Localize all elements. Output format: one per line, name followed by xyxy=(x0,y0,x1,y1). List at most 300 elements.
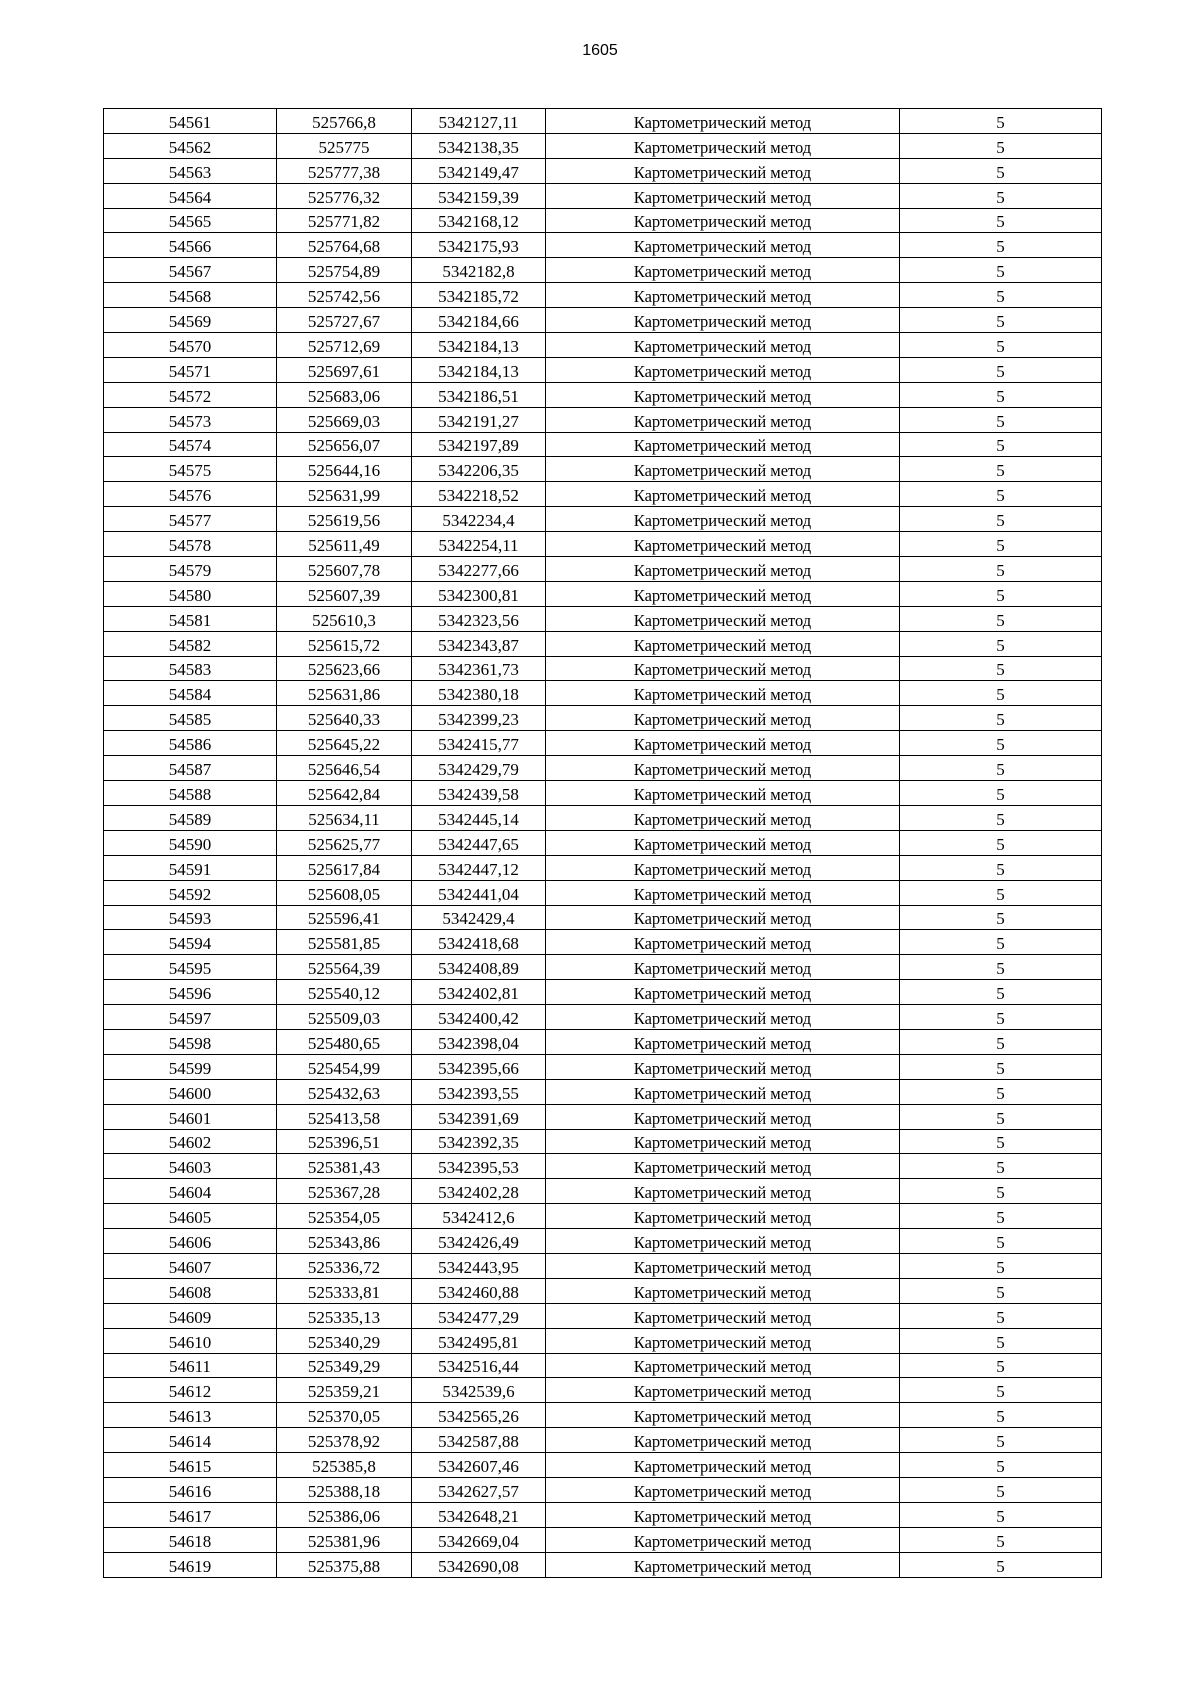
point-number-cell: 54610 xyxy=(104,1328,277,1353)
point-number-cell: 54588 xyxy=(104,781,277,806)
method-cell: Картометрический метод xyxy=(546,1453,900,1478)
method-cell: Картометрический метод xyxy=(546,158,900,183)
point-number-cell: 54600 xyxy=(104,1079,277,1104)
point-number-cell: 54587 xyxy=(104,756,277,781)
point-number-cell: 54583 xyxy=(104,656,277,681)
method-cell: Картометрический метод xyxy=(546,905,900,930)
accuracy-cell: 5 xyxy=(900,805,1102,830)
point-number-cell: 54606 xyxy=(104,1229,277,1254)
y-coordinate-cell: 5342149,47 xyxy=(412,158,546,183)
x-coordinate-cell: 525634,11 xyxy=(277,805,412,830)
table-row xyxy=(104,1179,1102,1204)
method-cell: Картометрический метод xyxy=(546,830,900,855)
point-number-cell: 54566 xyxy=(104,233,277,258)
y-coordinate-cell: 5342402,81 xyxy=(412,980,546,1005)
point-number-cell: 54585 xyxy=(104,706,277,731)
accuracy-cell: 5 xyxy=(900,681,1102,706)
point-number-cell: 54611 xyxy=(104,1353,277,1378)
accuracy-cell: 5 xyxy=(900,507,1102,532)
y-coordinate-cell: 5342168,12 xyxy=(412,208,546,233)
table-row xyxy=(104,382,1102,407)
y-coordinate-cell: 5342415,77 xyxy=(412,731,546,756)
accuracy-cell: 5 xyxy=(900,1054,1102,1079)
accuracy-cell: 5 xyxy=(900,133,1102,158)
y-coordinate-cell: 5342445,14 xyxy=(412,805,546,830)
x-coordinate-cell: 525388,18 xyxy=(277,1477,412,1502)
method-cell: Картометрический метод xyxy=(546,1229,900,1254)
x-coordinate-cell: 525349,29 xyxy=(277,1353,412,1378)
point-number-cell: 54581 xyxy=(104,606,277,631)
accuracy-cell: 5 xyxy=(900,357,1102,382)
point-number-cell: 54619 xyxy=(104,1552,277,1577)
method-cell: Картометрический метод xyxy=(546,781,900,806)
x-coordinate-cell: 525656,07 xyxy=(277,432,412,457)
point-number-cell: 54586 xyxy=(104,731,277,756)
table-row xyxy=(104,1403,1102,1428)
x-coordinate-cell: 525777,38 xyxy=(277,158,412,183)
point-number-cell: 54597 xyxy=(104,1005,277,1030)
y-coordinate-cell: 5342138,35 xyxy=(412,133,546,158)
x-coordinate-cell: 525754,89 xyxy=(277,258,412,283)
method-cell: Картометрический метод xyxy=(546,308,900,333)
table-row xyxy=(104,233,1102,258)
y-coordinate-cell: 5342447,12 xyxy=(412,855,546,880)
table-row xyxy=(104,681,1102,706)
table-row xyxy=(104,706,1102,731)
x-coordinate-cell: 525771,82 xyxy=(277,208,412,233)
accuracy-cell: 5 xyxy=(900,283,1102,308)
accuracy-cell: 5 xyxy=(900,432,1102,457)
table-row xyxy=(104,457,1102,482)
x-coordinate-cell: 525683,06 xyxy=(277,382,412,407)
table-row xyxy=(104,830,1102,855)
x-coordinate-cell: 525642,84 xyxy=(277,781,412,806)
table-row xyxy=(104,756,1102,781)
y-coordinate-cell: 5342343,87 xyxy=(412,631,546,656)
x-coordinate-cell: 525385,8 xyxy=(277,1453,412,1478)
table-row xyxy=(104,1253,1102,1278)
point-number-cell: 54569 xyxy=(104,308,277,333)
table-row xyxy=(104,731,1102,756)
accuracy-cell: 5 xyxy=(900,457,1102,482)
y-coordinate-cell: 5342539,6 xyxy=(412,1378,546,1403)
x-coordinate-cell: 525381,96 xyxy=(277,1527,412,1552)
method-cell: Картометрический метод xyxy=(546,706,900,731)
point-number-cell: 54584 xyxy=(104,681,277,706)
y-coordinate-cell: 5342477,29 xyxy=(412,1303,546,1328)
x-coordinate-cell: 525640,33 xyxy=(277,706,412,731)
page-number: 1605 xyxy=(582,42,618,59)
x-coordinate-cell: 525564,39 xyxy=(277,955,412,980)
accuracy-cell: 5 xyxy=(900,1453,1102,1478)
accuracy-cell: 5 xyxy=(900,1552,1102,1577)
y-coordinate-cell: 5342127,11 xyxy=(412,109,546,134)
x-coordinate-cell: 525766,8 xyxy=(277,109,412,134)
method-cell: Картометрический метод xyxy=(546,109,900,134)
method-cell: Картометрический метод xyxy=(546,457,900,482)
y-coordinate-cell: 5342380,18 xyxy=(412,681,546,706)
method-cell: Картометрический метод xyxy=(546,681,900,706)
y-coordinate-cell: 5342402,28 xyxy=(412,1179,546,1204)
accuracy-cell: 5 xyxy=(900,1104,1102,1129)
method-cell: Картометрический метод xyxy=(546,532,900,557)
method-cell: Картометрический метод xyxy=(546,930,900,955)
y-coordinate-cell: 5342184,13 xyxy=(412,333,546,358)
point-number-cell: 54614 xyxy=(104,1428,277,1453)
table-row xyxy=(104,183,1102,208)
x-coordinate-cell: 525608,05 xyxy=(277,880,412,905)
accuracy-cell: 5 xyxy=(900,905,1102,930)
point-number-cell: 54596 xyxy=(104,980,277,1005)
y-coordinate-cell: 5342587,88 xyxy=(412,1428,546,1453)
table-row xyxy=(104,1229,1102,1254)
point-number-cell: 54612 xyxy=(104,1378,277,1403)
accuracy-cell: 5 xyxy=(900,930,1102,955)
point-number-cell: 54604 xyxy=(104,1179,277,1204)
method-cell: Картометрический метод xyxy=(546,1527,900,1552)
point-number-cell: 54590 xyxy=(104,830,277,855)
y-coordinate-cell: 5342429,4 xyxy=(412,905,546,930)
accuracy-cell: 5 xyxy=(900,656,1102,681)
method-cell: Картометрический метод xyxy=(546,1104,900,1129)
accuracy-cell: 5 xyxy=(900,1403,1102,1428)
coordinates-table-body xyxy=(104,109,1102,1578)
point-number-cell: 54616 xyxy=(104,1477,277,1502)
table-row xyxy=(104,880,1102,905)
method-cell: Картометрический метод xyxy=(546,1353,900,1378)
table-row xyxy=(104,557,1102,582)
point-number-cell: 54613 xyxy=(104,1403,277,1428)
method-cell: Картометрический метод xyxy=(546,980,900,1005)
accuracy-cell: 5 xyxy=(900,158,1102,183)
y-coordinate-cell: 5342300,81 xyxy=(412,581,546,606)
method-cell: Картометрический метод xyxy=(546,357,900,382)
x-coordinate-cell: 525625,77 xyxy=(277,830,412,855)
point-number-cell: 54594 xyxy=(104,930,277,955)
table-row xyxy=(104,1278,1102,1303)
x-coordinate-cell: 525669,03 xyxy=(277,407,412,432)
accuracy-cell: 5 xyxy=(900,333,1102,358)
method-cell: Картометрический метод xyxy=(546,333,900,358)
x-coordinate-cell: 525354,05 xyxy=(277,1204,412,1229)
x-coordinate-cell: 525764,68 xyxy=(277,233,412,258)
method-cell: Картометрический метод xyxy=(546,482,900,507)
point-number-cell: 54575 xyxy=(104,457,277,482)
accuracy-cell: 5 xyxy=(900,1179,1102,1204)
method-cell: Картометрический метод xyxy=(546,880,900,905)
table-row xyxy=(104,1129,1102,1154)
point-number-cell: 54582 xyxy=(104,631,277,656)
point-number-cell: 54564 xyxy=(104,183,277,208)
y-coordinate-cell: 5342175,93 xyxy=(412,233,546,258)
accuracy-cell: 5 xyxy=(900,233,1102,258)
point-number-cell: 54603 xyxy=(104,1154,277,1179)
accuracy-cell: 5 xyxy=(900,1204,1102,1229)
x-coordinate-cell: 525623,66 xyxy=(277,656,412,681)
y-coordinate-cell: 5342460,88 xyxy=(412,1278,546,1303)
point-number-cell: 54618 xyxy=(104,1527,277,1552)
method-cell: Картометрический метод xyxy=(546,1477,900,1502)
y-coordinate-cell: 5342182,8 xyxy=(412,258,546,283)
table-row xyxy=(104,581,1102,606)
table-row xyxy=(104,855,1102,880)
x-coordinate-cell: 525581,85 xyxy=(277,930,412,955)
table-row xyxy=(104,1029,1102,1054)
x-coordinate-cell: 525336,72 xyxy=(277,1253,412,1278)
x-coordinate-cell: 525375,88 xyxy=(277,1552,412,1577)
y-coordinate-cell: 5342441,04 xyxy=(412,880,546,905)
accuracy-cell: 5 xyxy=(900,407,1102,432)
table-row xyxy=(104,507,1102,532)
x-coordinate-cell: 525631,99 xyxy=(277,482,412,507)
accuracy-cell: 5 xyxy=(900,1428,1102,1453)
x-coordinate-cell: 525727,67 xyxy=(277,308,412,333)
method-cell: Картометрический метод xyxy=(546,731,900,756)
accuracy-cell: 5 xyxy=(900,955,1102,980)
point-number-cell: 54599 xyxy=(104,1054,277,1079)
accuracy-cell: 5 xyxy=(900,1129,1102,1154)
method-cell: Картометрический метод xyxy=(546,208,900,233)
method-cell: Картометрический метод xyxy=(546,855,900,880)
accuracy-cell: 5 xyxy=(900,606,1102,631)
x-coordinate-cell: 525333,81 xyxy=(277,1278,412,1303)
point-number-cell: 54573 xyxy=(104,407,277,432)
table-row xyxy=(104,1204,1102,1229)
y-coordinate-cell: 5342627,57 xyxy=(412,1477,546,1502)
table-row xyxy=(104,109,1102,134)
method-cell: Картометрический метод xyxy=(546,1428,900,1453)
table-row xyxy=(104,1428,1102,1453)
coordinates-table xyxy=(103,108,1102,1578)
method-cell: Картометрический метод xyxy=(546,581,900,606)
y-coordinate-cell: 5342516,44 xyxy=(412,1353,546,1378)
y-coordinate-cell: 5342254,11 xyxy=(412,532,546,557)
method-cell: Картометрический метод xyxy=(546,1278,900,1303)
accuracy-cell: 5 xyxy=(900,482,1102,507)
point-number-cell: 54580 xyxy=(104,581,277,606)
accuracy-cell: 5 xyxy=(900,756,1102,781)
table-row xyxy=(104,208,1102,233)
y-coordinate-cell: 5342184,13 xyxy=(412,357,546,382)
table-row xyxy=(104,980,1102,1005)
accuracy-cell: 5 xyxy=(900,557,1102,582)
y-coordinate-cell: 5342495,81 xyxy=(412,1328,546,1353)
table-row xyxy=(104,606,1102,631)
x-coordinate-cell: 525370,05 xyxy=(277,1403,412,1428)
method-cell: Картометрический метод xyxy=(546,1303,900,1328)
point-number-cell: 54577 xyxy=(104,507,277,532)
x-coordinate-cell: 525343,86 xyxy=(277,1229,412,1254)
x-coordinate-cell: 525646,54 xyxy=(277,756,412,781)
y-coordinate-cell: 5342439,58 xyxy=(412,781,546,806)
accuracy-cell: 5 xyxy=(900,1278,1102,1303)
x-coordinate-cell: 525775 xyxy=(277,133,412,158)
table-row xyxy=(104,283,1102,308)
method-cell: Картометрический метод xyxy=(546,656,900,681)
method-cell: Картометрический метод xyxy=(546,1054,900,1079)
x-coordinate-cell: 525617,84 xyxy=(277,855,412,880)
point-number-cell: 54601 xyxy=(104,1104,277,1129)
y-coordinate-cell: 5342206,35 xyxy=(412,457,546,482)
accuracy-cell: 5 xyxy=(900,1328,1102,1353)
point-number-cell: 54565 xyxy=(104,208,277,233)
accuracy-cell: 5 xyxy=(900,1303,1102,1328)
y-coordinate-cell: 5342191,27 xyxy=(412,407,546,432)
table-row xyxy=(104,1527,1102,1552)
method-cell: Картометрический метод xyxy=(546,1204,900,1229)
method-cell: Картометрический метод xyxy=(546,1179,900,1204)
table-row xyxy=(104,1353,1102,1378)
method-cell: Картометрический метод xyxy=(546,1005,900,1030)
point-number-cell: 54592 xyxy=(104,880,277,905)
accuracy-cell: 5 xyxy=(900,1353,1102,1378)
y-coordinate-cell: 5342418,68 xyxy=(412,930,546,955)
table-row xyxy=(104,482,1102,507)
y-coordinate-cell: 5342408,89 xyxy=(412,955,546,980)
point-number-cell: 54589 xyxy=(104,805,277,830)
y-coordinate-cell: 5342398,04 xyxy=(412,1029,546,1054)
x-coordinate-cell: 525697,61 xyxy=(277,357,412,382)
method-cell: Картометрический метод xyxy=(546,1154,900,1179)
accuracy-cell: 5 xyxy=(900,183,1102,208)
x-coordinate-cell: 525381,43 xyxy=(277,1154,412,1179)
point-number-cell: 54615 xyxy=(104,1453,277,1478)
table-row xyxy=(104,1079,1102,1104)
accuracy-cell: 5 xyxy=(900,208,1102,233)
y-coordinate-cell: 5342159,39 xyxy=(412,183,546,208)
y-coordinate-cell: 5342218,52 xyxy=(412,482,546,507)
y-coordinate-cell: 5342399,23 xyxy=(412,706,546,731)
point-number-cell: 54607 xyxy=(104,1253,277,1278)
accuracy-cell: 5 xyxy=(900,1229,1102,1254)
point-number-cell: 54576 xyxy=(104,482,277,507)
x-coordinate-cell: 525645,22 xyxy=(277,731,412,756)
table-row xyxy=(104,1502,1102,1527)
y-coordinate-cell: 5342185,72 xyxy=(412,283,546,308)
table-row xyxy=(104,1054,1102,1079)
table-row xyxy=(104,357,1102,382)
table-row xyxy=(104,656,1102,681)
method-cell: Картометрический метод xyxy=(546,756,900,781)
table-row xyxy=(104,432,1102,457)
x-coordinate-cell: 525367,28 xyxy=(277,1179,412,1204)
method-cell: Картометрический метод xyxy=(546,1378,900,1403)
table-row xyxy=(104,930,1102,955)
accuracy-cell: 5 xyxy=(900,581,1102,606)
accuracy-cell: 5 xyxy=(900,1154,1102,1179)
point-number-cell: 54571 xyxy=(104,357,277,382)
y-coordinate-cell: 5342391,69 xyxy=(412,1104,546,1129)
y-coordinate-cell: 5342447,65 xyxy=(412,830,546,855)
table-row xyxy=(104,333,1102,358)
accuracy-cell: 5 xyxy=(900,1005,1102,1030)
table-row xyxy=(104,407,1102,432)
x-coordinate-cell: 525359,21 xyxy=(277,1378,412,1403)
point-number-cell: 54574 xyxy=(104,432,277,457)
method-cell: Картометрический метод xyxy=(546,1328,900,1353)
point-number-cell: 54563 xyxy=(104,158,277,183)
method-cell: Картометрический метод xyxy=(546,1403,900,1428)
point-number-cell: 54602 xyxy=(104,1129,277,1154)
accuracy-cell: 5 xyxy=(900,1477,1102,1502)
x-coordinate-cell: 525607,78 xyxy=(277,557,412,582)
point-number-cell: 54591 xyxy=(104,855,277,880)
y-coordinate-cell: 5342607,46 xyxy=(412,1453,546,1478)
x-coordinate-cell: 525335,13 xyxy=(277,1303,412,1328)
table-row xyxy=(104,631,1102,656)
x-coordinate-cell: 525540,12 xyxy=(277,980,412,1005)
point-number-cell: 54570 xyxy=(104,333,277,358)
method-cell: Картометрический метод xyxy=(546,283,900,308)
accuracy-cell: 5 xyxy=(900,1378,1102,1403)
y-coordinate-cell: 5342323,56 xyxy=(412,606,546,631)
x-coordinate-cell: 525432,63 xyxy=(277,1079,412,1104)
accuracy-cell: 5 xyxy=(900,731,1102,756)
table-row xyxy=(104,1477,1102,1502)
accuracy-cell: 5 xyxy=(900,706,1102,731)
point-number-cell: 54605 xyxy=(104,1204,277,1229)
y-coordinate-cell: 5342395,66 xyxy=(412,1054,546,1079)
table-row xyxy=(104,258,1102,283)
method-cell: Картометрический метод xyxy=(546,1253,900,1278)
accuracy-cell: 5 xyxy=(900,781,1102,806)
x-coordinate-cell: 525611,49 xyxy=(277,532,412,557)
method-cell: Картометрический метод xyxy=(546,1079,900,1104)
table-row xyxy=(104,955,1102,980)
table-row xyxy=(104,1104,1102,1129)
accuracy-cell: 5 xyxy=(900,855,1102,880)
point-number-cell: 54609 xyxy=(104,1303,277,1328)
y-coordinate-cell: 5342565,26 xyxy=(412,1403,546,1428)
accuracy-cell: 5 xyxy=(900,1029,1102,1054)
x-coordinate-cell: 525454,99 xyxy=(277,1054,412,1079)
method-cell: Картометрический метод xyxy=(546,805,900,830)
method-cell: Картометрический метод xyxy=(546,631,900,656)
table-row xyxy=(104,1453,1102,1478)
method-cell: Картометрический метод xyxy=(546,1502,900,1527)
accuracy-cell: 5 xyxy=(900,980,1102,1005)
y-coordinate-cell: 5342669,04 xyxy=(412,1527,546,1552)
point-number-cell: 54579 xyxy=(104,557,277,582)
method-cell: Картометрический метод xyxy=(546,606,900,631)
point-number-cell: 54562 xyxy=(104,133,277,158)
y-coordinate-cell: 5342393,55 xyxy=(412,1079,546,1104)
accuracy-cell: 5 xyxy=(900,258,1102,283)
method-cell: Картометрический метод xyxy=(546,133,900,158)
x-coordinate-cell: 525378,92 xyxy=(277,1428,412,1453)
point-number-cell: 54572 xyxy=(104,382,277,407)
method-cell: Картометрический метод xyxy=(546,233,900,258)
y-coordinate-cell: 5342426,49 xyxy=(412,1229,546,1254)
method-cell: Картометрический метод xyxy=(546,1029,900,1054)
method-cell: Картометрический метод xyxy=(546,1129,900,1154)
method-cell: Картометрический метод xyxy=(546,183,900,208)
x-coordinate-cell: 525480,65 xyxy=(277,1029,412,1054)
accuracy-cell: 5 xyxy=(900,1079,1102,1104)
point-number-cell: 54593 xyxy=(104,905,277,930)
x-coordinate-cell: 525742,56 xyxy=(277,283,412,308)
method-cell: Картометрический метод xyxy=(546,432,900,457)
method-cell: Картометрический метод xyxy=(546,407,900,432)
x-coordinate-cell: 525509,03 xyxy=(277,1005,412,1030)
x-coordinate-cell: 525607,39 xyxy=(277,581,412,606)
x-coordinate-cell: 525340,29 xyxy=(277,1328,412,1353)
table-row xyxy=(104,133,1102,158)
table-row xyxy=(104,805,1102,830)
x-coordinate-cell: 525712,69 xyxy=(277,333,412,358)
x-coordinate-cell: 525644,16 xyxy=(277,457,412,482)
table-row xyxy=(104,1378,1102,1403)
